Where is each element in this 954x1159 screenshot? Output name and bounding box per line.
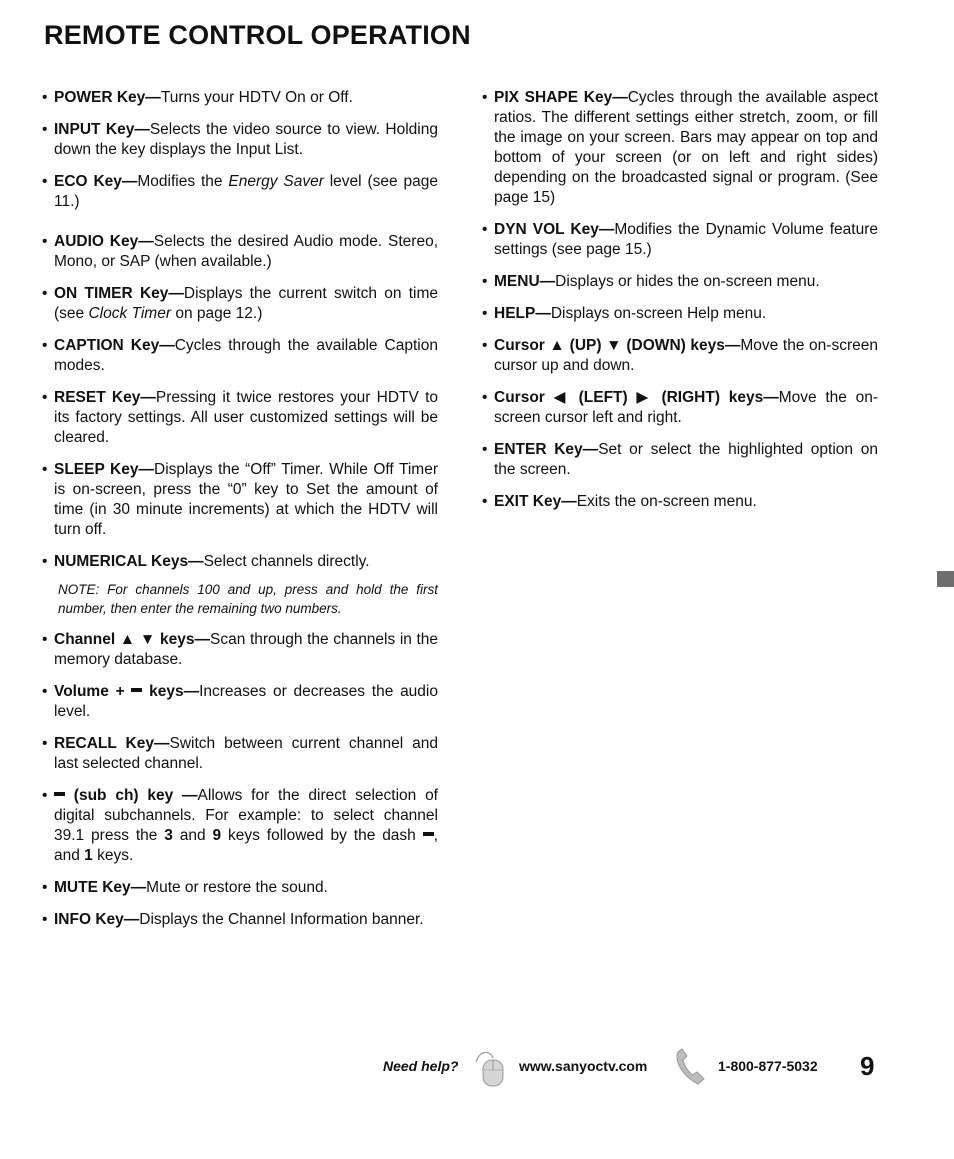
item-desc: Cycles through the available Caption modes. [54,337,438,374]
item-desc: Displays or hides the on-screen menu. [555,273,820,290]
item-key: DYN VOL Key— [494,221,615,238]
item-key: MUTE Key— [54,879,147,896]
item-key: SLEEP Key— [54,461,154,478]
right-column [482,88,878,524]
item-desc: Displays the Channel Information banner. [139,911,424,928]
audio-key-item [42,232,438,272]
item-key: RESET Key— [54,389,156,406]
item-key: MENU— [494,273,556,290]
page-footer [380,1048,880,1088]
digit-3: 3 [164,827,173,844]
help-key-item [482,304,878,324]
page-number: 9 [860,1051,875,1081]
enter-key-item [482,440,878,480]
input-key-item [42,120,438,160]
item-key: ON TIMER Key— [54,285,184,302]
volume-keys-item [42,682,438,722]
sub-ch-key-item [42,786,438,866]
plus-icon: + [115,683,125,700]
item-key: CAPTION Key— [54,337,175,354]
item-key: RECALL Key— [54,735,170,752]
pix-shape-key-item [482,88,878,208]
section-tab-marker [937,571,954,587]
item-key: HELP— [494,305,551,322]
power-key-item [42,88,438,108]
item-desc: keys. [92,847,134,864]
item-desc: Switch between current channel and last selected channel. [54,735,438,772]
item-key: ECO Key— [54,173,138,190]
info-key-item [42,910,438,930]
item-key: Cursor ▲ (UP) ▼ (DOWN) keys— [494,337,741,354]
item-key: Cursor ◀ (LEFT) ▶ (RIGHT) keys— [494,389,779,406]
item-key: EXIT Key— [494,493,577,510]
item-desc: Cycles through the available aspect ratios. The different settings either stretch, zoom, or fill the image on your screen. Bars may appear on top and bottom of your screen (or on left and right sides) depending on the broadcasted signal or program. (See page 15) [494,89,879,206]
left-column [42,88,438,942]
channel-note: NOTE: For channels 100 and up, press and hold the first number, then enter the remaining two numbers. [58,582,438,616]
cursor-left-right-item [482,388,878,428]
website-link[interactable]: www.sanyoctv.com [519,1058,648,1074]
item-desc: Selects the desired Audio mode. Stereo, Mono, or SAP (when available.) [54,233,439,270]
eco-key-item [42,172,438,212]
item-desc: level (see page 11.) [54,173,438,210]
digit-1: 1 [84,847,93,864]
dyn-vol-key-item [482,220,878,260]
phone-number: 1-800-877-5032 [718,1058,818,1074]
item-desc: Mute or restore the sound. [146,879,328,896]
item-desc: Increases or decreases the audio level. [54,683,438,720]
item-desc: Turns your HDTV On or Off. [160,89,353,106]
need-help-label: Need help? [383,1058,459,1074]
item-key: INFO Key— [54,911,140,928]
item-key: INPUT Key— [54,121,150,138]
cursor-up-down-item [482,336,878,376]
item-desc: and [172,827,213,844]
mouse-icon [472,1048,512,1088]
item-key: NUMERICAL Keys— [54,553,204,570]
exit-key-item [482,492,878,512]
item-emphasis: Energy Saver [228,173,324,190]
item-desc: Set or select the highlighted option on the screen. [494,441,878,478]
sleep-key-item [42,460,438,540]
numerical-keys-item [42,552,438,572]
item-desc: on page 12.) [171,305,263,322]
minus-icon [131,688,142,692]
dash-icon [54,792,65,796]
item-key: Channel ▲ ▼ keys— [54,631,211,648]
item-key: Volume [54,683,116,700]
item-desc: Allows for the direct selection of digital subchannels. For example: to select channel 39.1 press the [54,787,438,844]
page-title: REMOTE CONTROL OPERATION [44,20,471,50]
item-desc: Displays the current switch on time (see [54,285,438,322]
item-desc: Select channels directly. [203,553,370,570]
item-key: ENTER Key— [494,441,599,458]
item-desc: Scan through the channels in the memory database. [54,631,438,668]
item-key: AUDIO Key— [54,233,154,250]
digit-9: 9 [212,827,222,844]
channel-keys-item [42,630,438,670]
recall-key-item [42,734,438,774]
item-desc: Modifies the [137,173,229,190]
reset-key-item [42,388,438,448]
item-emphasis: Clock Timer [88,305,172,322]
item-desc: Move the on-screen cursor left and right. [494,389,879,426]
item-desc: Selects the video source to view. Holding down the key displays the Input List. [54,121,438,158]
phone-icon [672,1046,718,1088]
item-key: keys— [142,683,200,700]
caption-key-item [42,336,438,376]
mute-key-item [42,878,438,898]
item-desc: keys followed by the dash [221,827,423,844]
item-desc: Pressing it twice restores your HDTV to its factory settings. All user customized settings will be cleared. [54,389,438,446]
item-desc: Modifies the Dynamic Volume feature settings (see page 15.) [494,221,878,258]
item-desc: Displays on-screen Help menu. [550,305,767,322]
item-desc: Exits the on-screen menu. [576,493,757,510]
item-desc: Displays the “Off” Timer. While Off Timer is on-screen, press the “0” key to Set the amount of time (in 30 minute increments) at which the HDTV will turn off. [54,461,438,538]
menu-key-item [482,272,878,292]
on-timer-key-item [42,284,438,324]
item-desc: Move the on-screen cursor up and down. [494,337,878,374]
item-key: PIX SHAPE Key— [494,89,628,106]
item-key: (sub ch) key — [65,787,198,804]
item-desc: , and [54,827,438,864]
item-key: POWER Key— [54,89,161,106]
dash-icon [423,832,434,836]
